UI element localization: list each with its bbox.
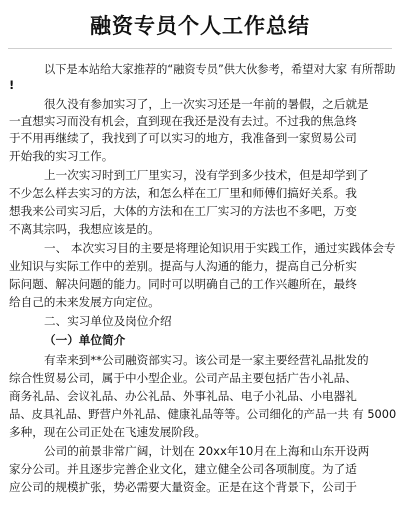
- subsection-heading: （一）单位简介: [44, 333, 126, 347]
- paragraph-2-line-2: 不少怎么样去实习的方法，和怎么样在工厂里和师傅们搞好关系。我: [9, 186, 357, 200]
- paragraph-1-line-2: 一直想实习而没有机会，直到现在我还是没有去过。不过我的焦急终: [9, 114, 357, 128]
- paragraph-1-line-3: 于不用再继续了，我找到了可以实习的地方，我准备到一家贸易公司: [9, 131, 357, 145]
- paragraph-4-line-3: 应公司的规模扩张，势必需要大量资金。正是在这个背景下，公司于: [9, 480, 357, 494]
- section-2-heading: 二、实习单位及岗位介绍: [44, 314, 172, 328]
- title-divider: [8, 48, 392, 49]
- paragraph-4-line-1: 公司的前景非常广阔，计划在 20xx年10月在上海和山东开设两: [44, 444, 370, 458]
- section-1-line-4: 给自己的未来发展方向定位。: [9, 295, 160, 309]
- document-title: 融资专员个人工作总结: [90, 14, 310, 38]
- section-1-line-3: 际问题、解决问题的能力。同时可以明确自己的工作兴趣所在，最终: [9, 277, 357, 291]
- paragraph-1-line-4: 开始我的实习工作。: [9, 149, 114, 163]
- paragraph-2-line-3: 想我来公司实习后，大体的方法和在工厂实习的方法也不多吧，万变: [9, 204, 357, 218]
- section-1-line-1: 一、 本次实习目的主要是将理论知识用于实践工作，通过实践体会专: [44, 241, 396, 255]
- paragraph-3-line-3: 商务礼品、会议礼品、办公礼品、外事礼品、电子小礼品、小电器礼: [9, 389, 357, 403]
- paragraph-3-line-2: 综合性贸易公司，属于中小型企业。公司产品主要包括广告小礼品、: [9, 371, 357, 385]
- paragraph-4-line-2: 家分公司。并且逐步完善企业文化，建立健全公司各项制度。为了适: [9, 462, 357, 476]
- paragraph-3-line-4: 品、皮具礼品、野营户外礼品、健康礼品等等。公司细化的产品一共 有 5000: [9, 407, 397, 421]
- section-1-line-2: 业知识与实际工作中的差别。提高与人沟通的能力，提高自己分析实: [9, 259, 357, 273]
- paragraph-3-line-1: 有幸来到**公司融资部实习。该公司是一家主要经营礼品批发的: [44, 353, 369, 367]
- intro-line-end: !: [9, 78, 15, 92]
- paragraph-2-line-1: 上一次实习时到工厂里实习，没有学到多少技术，但是却学到了: [44, 168, 369, 182]
- paragraph-1-line-1: 很久没有参加实习了，上一次实习还是一年前的暑假，之后就是: [44, 97, 369, 111]
- paragraph-2-line-4: 不离其宗吗，我想应该是的。: [9, 222, 160, 236]
- intro-line: 以下是本站给大家推荐的“融资专员”供大伙参考，希望对大家 有所帮助: [44, 62, 396, 76]
- paragraph-3-line-5: 多种，现在公司正处在飞速发展阶段。: [9, 425, 207, 439]
